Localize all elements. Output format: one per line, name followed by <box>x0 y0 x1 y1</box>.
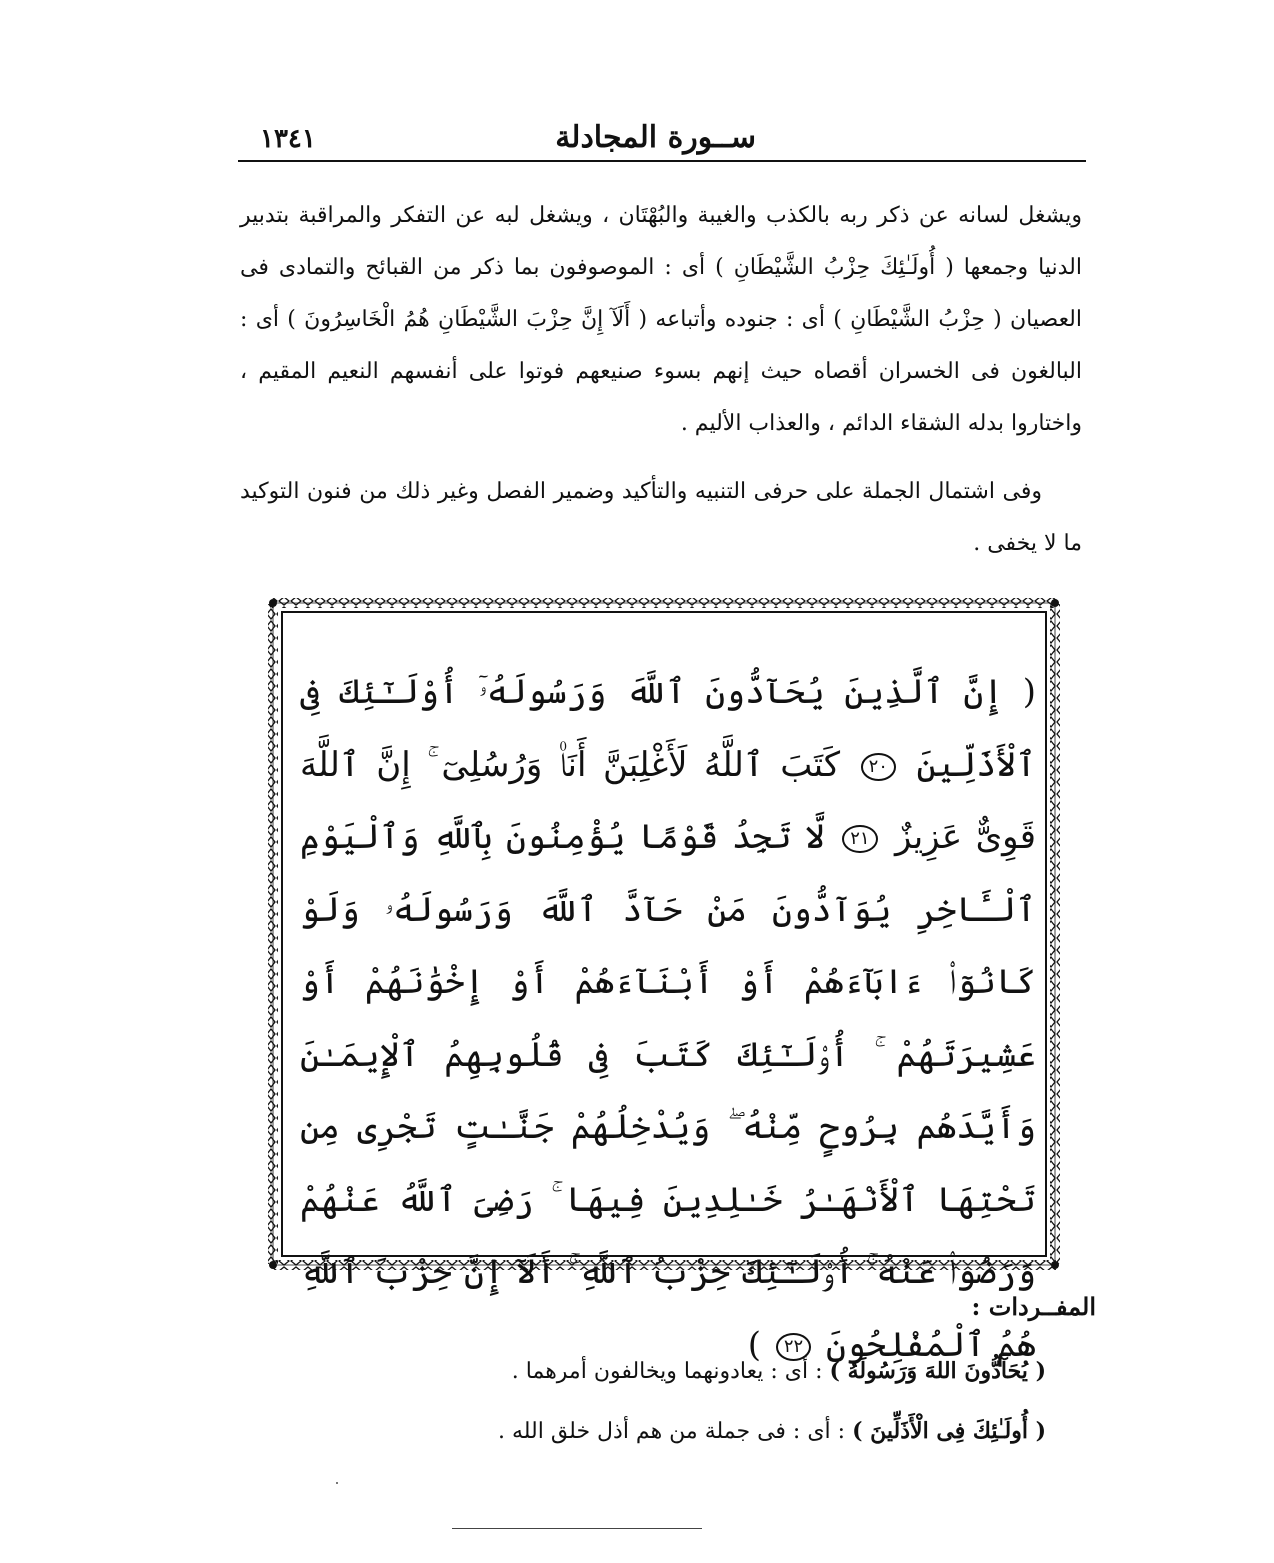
verse-text: كَتَبَ ٱللَّهُ لَأَغْلِبَنَّ أَنَا۠ وَرُسُلِىٓ ۚ إِنَّ ٱللَّهَ قَوِىٌّ عَزِيزٌ <box>300 744 1036 857</box>
vocabulary-meaning: : أى : يعادونهما ويخالفون أمرهما . <box>511 1359 823 1384</box>
vocabulary-item <box>498 1418 1046 1444</box>
ayah-number-marker: ٢٢ <box>776 1333 811 1361</box>
verse-closing-bracket: ) <box>747 1324 761 1365</box>
vocabulary-item <box>512 1358 1046 1384</box>
quran-verses <box>300 656 1036 1381</box>
page-number: ١٣٤١ <box>260 124 316 154</box>
verse-text: ( إِنَّ ٱلَّذِينَ يُحَآدُّونَ ٱللَّهَ وَرَسُولَهُۥٓ أُوْلَـٰٓئِكَ فِى ٱلْأَذَلِّينَ <box>300 672 1037 785</box>
vocabulary-term: ( أُولَـٰئِكَ فِى الْأَذَلِّينَ ) <box>852 1418 1046 1444</box>
running-header <box>238 118 1086 162</box>
header-rule <box>238 160 1086 162</box>
vocabulary-meaning: : أى : فى جملة من هم أذل خلق الله . <box>497 1419 846 1444</box>
verse-text: لَّا تَجِدُ قَوْمًا يُؤْمِنُونَ بِٱللَّهِ وَٱلْيَوْمِ ٱلْـَٔاخِرِ يُوَآدُّونَ مَنْ حَآدَّ ٱللَّهَ وَرَسُولَهُۥ وَلَوْ كَانُوٓا۟ ءَابَآءَهُمْ أَوْ أَبْنَآءَهُمْ أَوْ إِخْوَٰنَهُمْ أَوْ عَشِيرَتَهُمْ ۚ أُو۟لَـٰٓئِكَ كَتَبَ فِى قُلُوبِهِمُ ٱلْإِيمَـٰنَ وَأَيَّدَهُم بِرُوحٍ مِّنْهُ ۖ وَيُدْخِلُهُمْ جَنَّـٰتٍ تَجْرِى مِن تَحْتِهَا ٱلْأَنْهَـٰرُ خَـٰلِدِينَ فِيهَا ۚ رَضِىَ ٱللَّهُ عَنْهُمْ وَرَضُوا۟ عَنْهُ ۚ أُو۟لَـٰٓئِكَ حِزْبُ ٱللَّهِ ۚ أَلَآ إِنَّ حِزْبَ ٱللَّهِ هُمُ ٱلْمُفْلِحُونَ <box>300 817 1036 1365</box>
commentary-paragraph: وفى اشتمال الجملة على حرفى التنبيه والتأكيد وضمير الفصل وغير ذلك من فنون التوكيد ما لا يخفى . <box>240 479 1082 556</box>
surah-title: ســورة المجادلة <box>555 120 756 155</box>
scan-speck <box>336 1482 338 1484</box>
commentary-paragraph: ويشغل لسانه عن ذكر ربه بالكذب والغيبة والبُهْتَان ، ويشغل لبه عن التفكر والمراقبة بتدبير الدنيا وجمعها ( أُولَـٰئِكَ حِزْبُ الشَّيْطَانِ ) أى : الموصوفون بما ذكر من القبائح والتمادى فى العصيان ( حِزْبُ الشَّيْطَانِ ) أى : جنوده وأتباعه ( أَلَآ إِنَّ حِزْبَ الشَّيْطَانِ هُمُ الْخَاسِرُونَ ) أى : البالغون فى الخسران أقصاه حيث إنهم بسوء صنيعهم فوتوا على أنفسهم النعيم المقيم ، واختاروا بدله الشقاء الدائم ، والعذاب الأليم . <box>240 203 1082 436</box>
vocabulary-heading: المفــردات : <box>971 1292 1096 1321</box>
footer-rule <box>452 1528 702 1529</box>
vocabulary-term: ( يُحَآدُّونَ اللهَ وَرَسُولَهُ ) <box>829 1358 1046 1384</box>
ayah-number-marker: ٢٠ <box>861 753 896 781</box>
ayah-number-marker: ٢١ <box>842 825 877 853</box>
